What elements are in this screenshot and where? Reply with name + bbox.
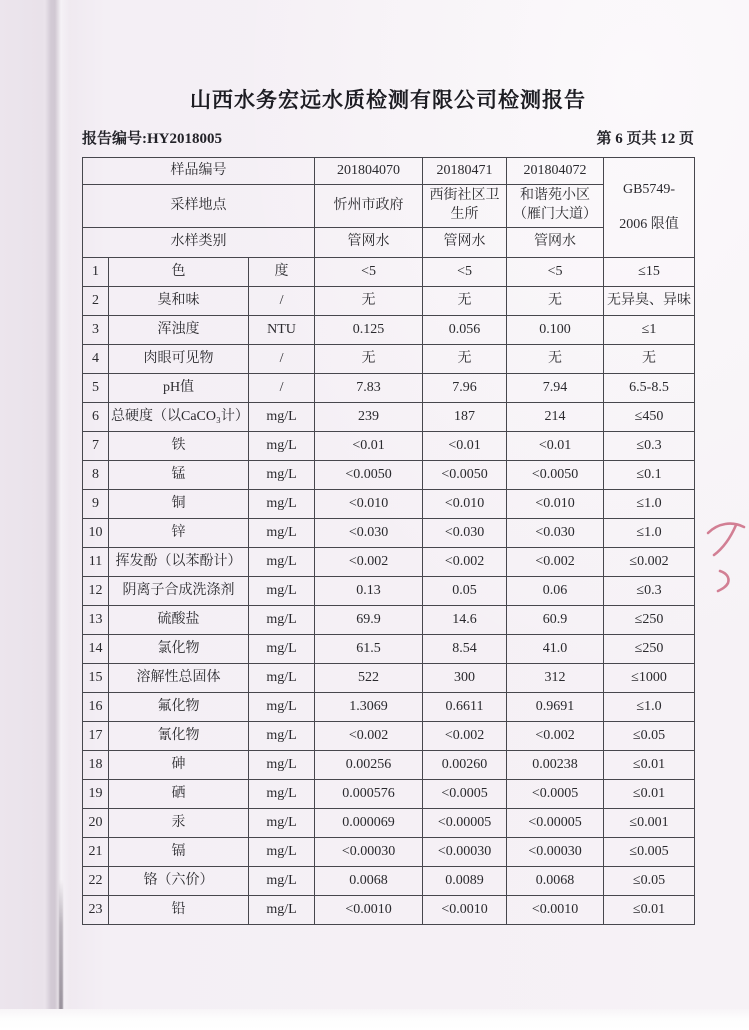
- sample2-value-cell: <0.002: [423, 722, 507, 751]
- sample1-value-cell: 无: [315, 287, 423, 316]
- page-title: 山西水务宏远水质检测有限公司检测报告: [190, 89, 586, 112]
- unit-cell: mg/L: [249, 780, 315, 809]
- parameter-row: [83, 548, 695, 577]
- unit-cell: mg/L: [249, 490, 315, 519]
- sample3-value-cell: 0.0068: [507, 867, 604, 896]
- limit-value-cell: ≤0.01: [604, 780, 695, 809]
- sample2-value-cell: <0.00030: [423, 838, 507, 867]
- row-number-cell: 17: [83, 722, 109, 751]
- limit-value-cell: ≤1.0: [604, 693, 695, 722]
- parameter-row: [83, 461, 695, 490]
- row-number-cell: 10: [83, 519, 109, 548]
- parameter-name-cell: 总硬度（以CaCO₃计）: [109, 403, 249, 432]
- parameter-row: [83, 838, 695, 867]
- parameter-row: [83, 722, 695, 751]
- parameter-name-cell: 砷: [109, 751, 249, 780]
- sample1-value-cell: 7.83: [315, 374, 423, 403]
- sample3-value-cell: 214: [507, 403, 604, 432]
- sample1-value-cell: <0.002: [315, 722, 423, 751]
- parameter-row: [83, 432, 695, 461]
- unit-cell: mg/L: [249, 751, 315, 780]
- sample1-value-cell: 61.5: [315, 635, 423, 664]
- report-number-value: HY2018005: [147, 131, 222, 147]
- report-number: [82, 127, 222, 148]
- unit-cell: mg/L: [249, 432, 315, 461]
- sample1-value-cell: 0.0068: [315, 867, 423, 896]
- sample2-value-cell: 0.0089: [423, 867, 507, 896]
- limit-value-cell: ≤0.002: [604, 548, 695, 577]
- unit-cell: NTU: [249, 316, 315, 345]
- parameter-name-cell: 铁: [109, 432, 249, 461]
- parameter-name-cell: pH值: [109, 374, 249, 403]
- limit-standard-line1: GB5749-: [622, 181, 676, 197]
- sample3-value-cell: 312: [507, 664, 604, 693]
- limit-value-cell: ≤0.01: [604, 751, 695, 780]
- sample1-value-cell: <0.030: [315, 519, 423, 548]
- parameter-name-cell: 肉眼可见物: [109, 345, 249, 374]
- sample3-value-cell: 41.0: [507, 635, 604, 664]
- row-number-cell: 3: [83, 316, 109, 345]
- sample2-value-cell: 无: [423, 345, 507, 374]
- sample1-value-cell: 0.000069: [315, 809, 423, 838]
- limit-value-cell: ≤0.3: [604, 432, 695, 461]
- limit-standard-line2: 2006 限值: [619, 216, 679, 232]
- unit-cell: /: [249, 287, 315, 316]
- sampling-location-row: [83, 185, 695, 228]
- row-number-cell: 13: [83, 606, 109, 635]
- parameter-row: [83, 258, 695, 287]
- parameter-name-cell: 硒: [109, 780, 249, 809]
- limit-value-cell: ≤250: [604, 635, 695, 664]
- limit-value-cell: 无: [604, 345, 695, 374]
- sample3-value-cell: <0.0050: [507, 461, 604, 490]
- sample3-value-cell: <0.010: [507, 490, 604, 519]
- row-number-cell: 23: [83, 896, 109, 925]
- parameter-row: [83, 664, 695, 693]
- parameter-name-cell: 溶解性总固体: [109, 664, 249, 693]
- parameter-name-cell: 铅: [109, 896, 249, 925]
- sample3-value-cell: 0.06: [507, 577, 604, 606]
- location-1: 忻州市政府: [315, 185, 423, 228]
- sample2-value-cell: <0.0005: [423, 780, 507, 809]
- sample3-value-cell: <0.0010: [507, 896, 604, 925]
- row-number-cell: 20: [83, 809, 109, 838]
- sample1-value-cell: <0.002: [315, 548, 423, 577]
- parameter-name-cell: 氯化物: [109, 635, 249, 664]
- sample1-value-cell: 0.000576: [315, 780, 423, 809]
- parameter-row: [83, 374, 695, 403]
- limit-standard-header: [604, 158, 695, 258]
- parameter-name-cell: 铬（六价）: [109, 867, 249, 896]
- parameter-row: [83, 693, 695, 722]
- sample3-value-cell: <0.030: [507, 519, 604, 548]
- unit-cell: mg/L: [249, 548, 315, 577]
- sample3-value-cell: <5: [507, 258, 604, 287]
- unit-cell: /: [249, 374, 315, 403]
- sample2-value-cell: 无: [423, 287, 507, 316]
- sample2-value-cell: <0.002: [423, 548, 507, 577]
- water-quality-table: [82, 157, 695, 925]
- limit-value-cell: ≤0.05: [604, 867, 695, 896]
- parameter-row: [83, 403, 695, 432]
- unit-cell: mg/L: [249, 635, 315, 664]
- row-number-cell: 16: [83, 693, 109, 722]
- sample-id-3: 201804072: [507, 158, 604, 185]
- unit-cell: mg/L: [249, 867, 315, 896]
- limit-value-cell: ≤0.05: [604, 722, 695, 751]
- parameter-row: [83, 896, 695, 925]
- sample1-value-cell: 69.9: [315, 606, 423, 635]
- row-number-cell: 2: [83, 287, 109, 316]
- unit-cell: mg/L: [249, 461, 315, 490]
- row-number-cell: 19: [83, 780, 109, 809]
- row-number-cell: 1: [83, 258, 109, 287]
- red-handwriting-mark: [702, 515, 749, 610]
- sample3-value-cell: 0.9691: [507, 693, 604, 722]
- limit-value-cell: ≤0.1: [604, 461, 695, 490]
- sample-id-label: 样品编号: [83, 158, 315, 185]
- scanner-bed-strip: [0, 1009, 749, 1030]
- sample2-value-cell: 0.00260: [423, 751, 507, 780]
- parameter-name-cell: 浑浊度: [109, 316, 249, 345]
- parameter-name-cell: 汞: [109, 809, 249, 838]
- parameter-name-cell: 硫酸盐: [109, 606, 249, 635]
- sample3-value-cell: <0.01: [507, 432, 604, 461]
- parameter-name-cell: 阴离子合成洗涤剂: [109, 577, 249, 606]
- location-2: 西街社区卫生所: [423, 185, 507, 228]
- parameter-name-cell: 挥发酚（以苯酚计）: [109, 548, 249, 577]
- row-number-cell: 22: [83, 867, 109, 896]
- parameter-name-cell: 氰化物: [109, 722, 249, 751]
- limit-value-cell: 6.5-8.5: [604, 374, 695, 403]
- parameter-row: [83, 316, 695, 345]
- parameter-row: [83, 751, 695, 780]
- row-number-cell: 5: [83, 374, 109, 403]
- sample2-value-cell: 187: [423, 403, 507, 432]
- row-number-cell: 21: [83, 838, 109, 867]
- unit-cell: mg/L: [249, 809, 315, 838]
- sample1-value-cell: 1.3069: [315, 693, 423, 722]
- parameter-row: [83, 490, 695, 519]
- water-type-1: 管网水: [315, 228, 423, 258]
- sample2-value-cell: 0.05: [423, 577, 507, 606]
- limit-value-cell: ≤1000: [604, 664, 695, 693]
- parameter-row: [83, 519, 695, 548]
- parameter-row: [83, 635, 695, 664]
- limit-value-cell: ≤0.01: [604, 896, 695, 925]
- row-number-cell: 15: [83, 664, 109, 693]
- limit-value-cell: ≤0.001: [604, 809, 695, 838]
- sample1-value-cell: <0.01: [315, 432, 423, 461]
- parameter-row: [83, 606, 695, 635]
- parameter-row: [83, 345, 695, 374]
- sample2-value-cell: 0.056: [423, 316, 507, 345]
- row-number-cell: 9: [83, 490, 109, 519]
- limit-value-cell: ≤0.3: [604, 577, 695, 606]
- limit-value-cell: ≤250: [604, 606, 695, 635]
- sample-id-2: 20180471: [423, 158, 507, 185]
- limit-value-cell: ≤1.0: [604, 490, 695, 519]
- location-3: 和谐苑小区（雁门大道）: [507, 185, 604, 228]
- limit-value-cell: ≤1.0: [604, 519, 695, 548]
- sample2-value-cell: 0.6611: [423, 693, 507, 722]
- unit-cell: /: [249, 345, 315, 374]
- sample3-value-cell: 无: [507, 345, 604, 374]
- sample1-value-cell: 239: [315, 403, 423, 432]
- sample1-value-cell: <0.010: [315, 490, 423, 519]
- limit-value-cell: ≤450: [604, 403, 695, 432]
- parameter-row: [83, 577, 695, 606]
- sample2-value-cell: <5: [423, 258, 507, 287]
- sample3-value-cell: 无: [507, 287, 604, 316]
- parameter-name-cell: 锌: [109, 519, 249, 548]
- report-content: [82, 0, 694, 925]
- sample1-value-cell: 0.125: [315, 316, 423, 345]
- parameter-name-cell: 铜: [109, 490, 249, 519]
- sample1-value-cell: <0.0010: [315, 896, 423, 925]
- parameter-row: [83, 867, 695, 896]
- row-number-cell: 12: [83, 577, 109, 606]
- parameter-row: [83, 809, 695, 838]
- row-number-cell: 18: [83, 751, 109, 780]
- row-number-cell: 4: [83, 345, 109, 374]
- unit-cell: mg/L: [249, 519, 315, 548]
- unit-cell: mg/L: [249, 722, 315, 751]
- sample3-value-cell: <0.00005: [507, 809, 604, 838]
- sample-id-1: 201804070: [315, 158, 423, 185]
- row-number-cell: 6: [83, 403, 109, 432]
- sample3-value-cell: 0.100: [507, 316, 604, 345]
- water-type-label: 水样类别: [83, 228, 315, 258]
- sample1-value-cell: <0.00030: [315, 838, 423, 867]
- parameter-name-cell: 锰: [109, 461, 249, 490]
- parameter-name-cell: 色: [109, 258, 249, 287]
- paper-edge-shadow: [59, 880, 63, 1010]
- sample1-value-cell: 0.00256: [315, 751, 423, 780]
- parameter-row: [83, 780, 695, 809]
- sample3-value-cell: <0.002: [507, 722, 604, 751]
- sample3-value-cell: 7.94: [507, 374, 604, 403]
- sample3-value-cell: 60.9: [507, 606, 604, 635]
- sample1-value-cell: 522: [315, 664, 423, 693]
- unit-cell: mg/L: [249, 664, 315, 693]
- unit-cell: mg/L: [249, 403, 315, 432]
- water-type-3: 管网水: [507, 228, 604, 258]
- unit-cell: mg/L: [249, 838, 315, 867]
- sample2-value-cell: <0.00005: [423, 809, 507, 838]
- limit-value-cell: ≤1: [604, 316, 695, 345]
- sample3-value-cell: <0.0005: [507, 780, 604, 809]
- unit-cell: 度: [249, 258, 315, 287]
- parameter-row: [83, 287, 695, 316]
- row-number-cell: 8: [83, 461, 109, 490]
- unit-cell: mg/L: [249, 693, 315, 722]
- sample2-value-cell: <0.030: [423, 519, 507, 548]
- sample2-value-cell: <0.010: [423, 490, 507, 519]
- sample1-value-cell: 0.13: [315, 577, 423, 606]
- unit-cell: mg/L: [249, 896, 315, 925]
- report-meta-line: [82, 127, 694, 148]
- sample2-value-cell: 300: [423, 664, 507, 693]
- unit-cell: mg/L: [249, 577, 315, 606]
- sample1-value-cell: <5: [315, 258, 423, 287]
- sample3-value-cell: <0.00030: [507, 838, 604, 867]
- sample2-value-cell: <0.0010: [423, 896, 507, 925]
- sample3-value-cell: <0.002: [507, 548, 604, 577]
- sample1-value-cell: <0.0050: [315, 461, 423, 490]
- parameter-name-cell: 镉: [109, 838, 249, 867]
- water-type-2: 管网水: [423, 228, 507, 258]
- sample2-value-cell: 14.6: [423, 606, 507, 635]
- sample2-value-cell: <0.0050: [423, 461, 507, 490]
- parameter-name-cell: 臭和味: [109, 287, 249, 316]
- water-type-row: [83, 228, 695, 258]
- row-number-cell: 7: [83, 432, 109, 461]
- row-number-cell: 11: [83, 548, 109, 577]
- report-number-label: 报告编号:: [82, 131, 147, 147]
- limit-value-cell: ≤15: [604, 258, 695, 287]
- location-label: 采样地点: [83, 185, 315, 228]
- unit-cell: mg/L: [249, 606, 315, 635]
- page-number-info: 第 6 页共 12 页: [596, 131, 694, 147]
- sample3-value-cell: 0.00238: [507, 751, 604, 780]
- limit-value-cell: 无异臭、异味: [604, 287, 695, 316]
- sample2-value-cell: <0.01: [423, 432, 507, 461]
- sample2-value-cell: 7.96: [423, 374, 507, 403]
- sample2-value-cell: 8.54: [423, 635, 507, 664]
- parameter-name-cell: 氟化物: [109, 693, 249, 722]
- sample1-value-cell: 无: [315, 345, 423, 374]
- limit-value-cell: ≤0.005: [604, 838, 695, 867]
- sample-id-row: [83, 158, 695, 185]
- row-number-cell: 14: [83, 635, 109, 664]
